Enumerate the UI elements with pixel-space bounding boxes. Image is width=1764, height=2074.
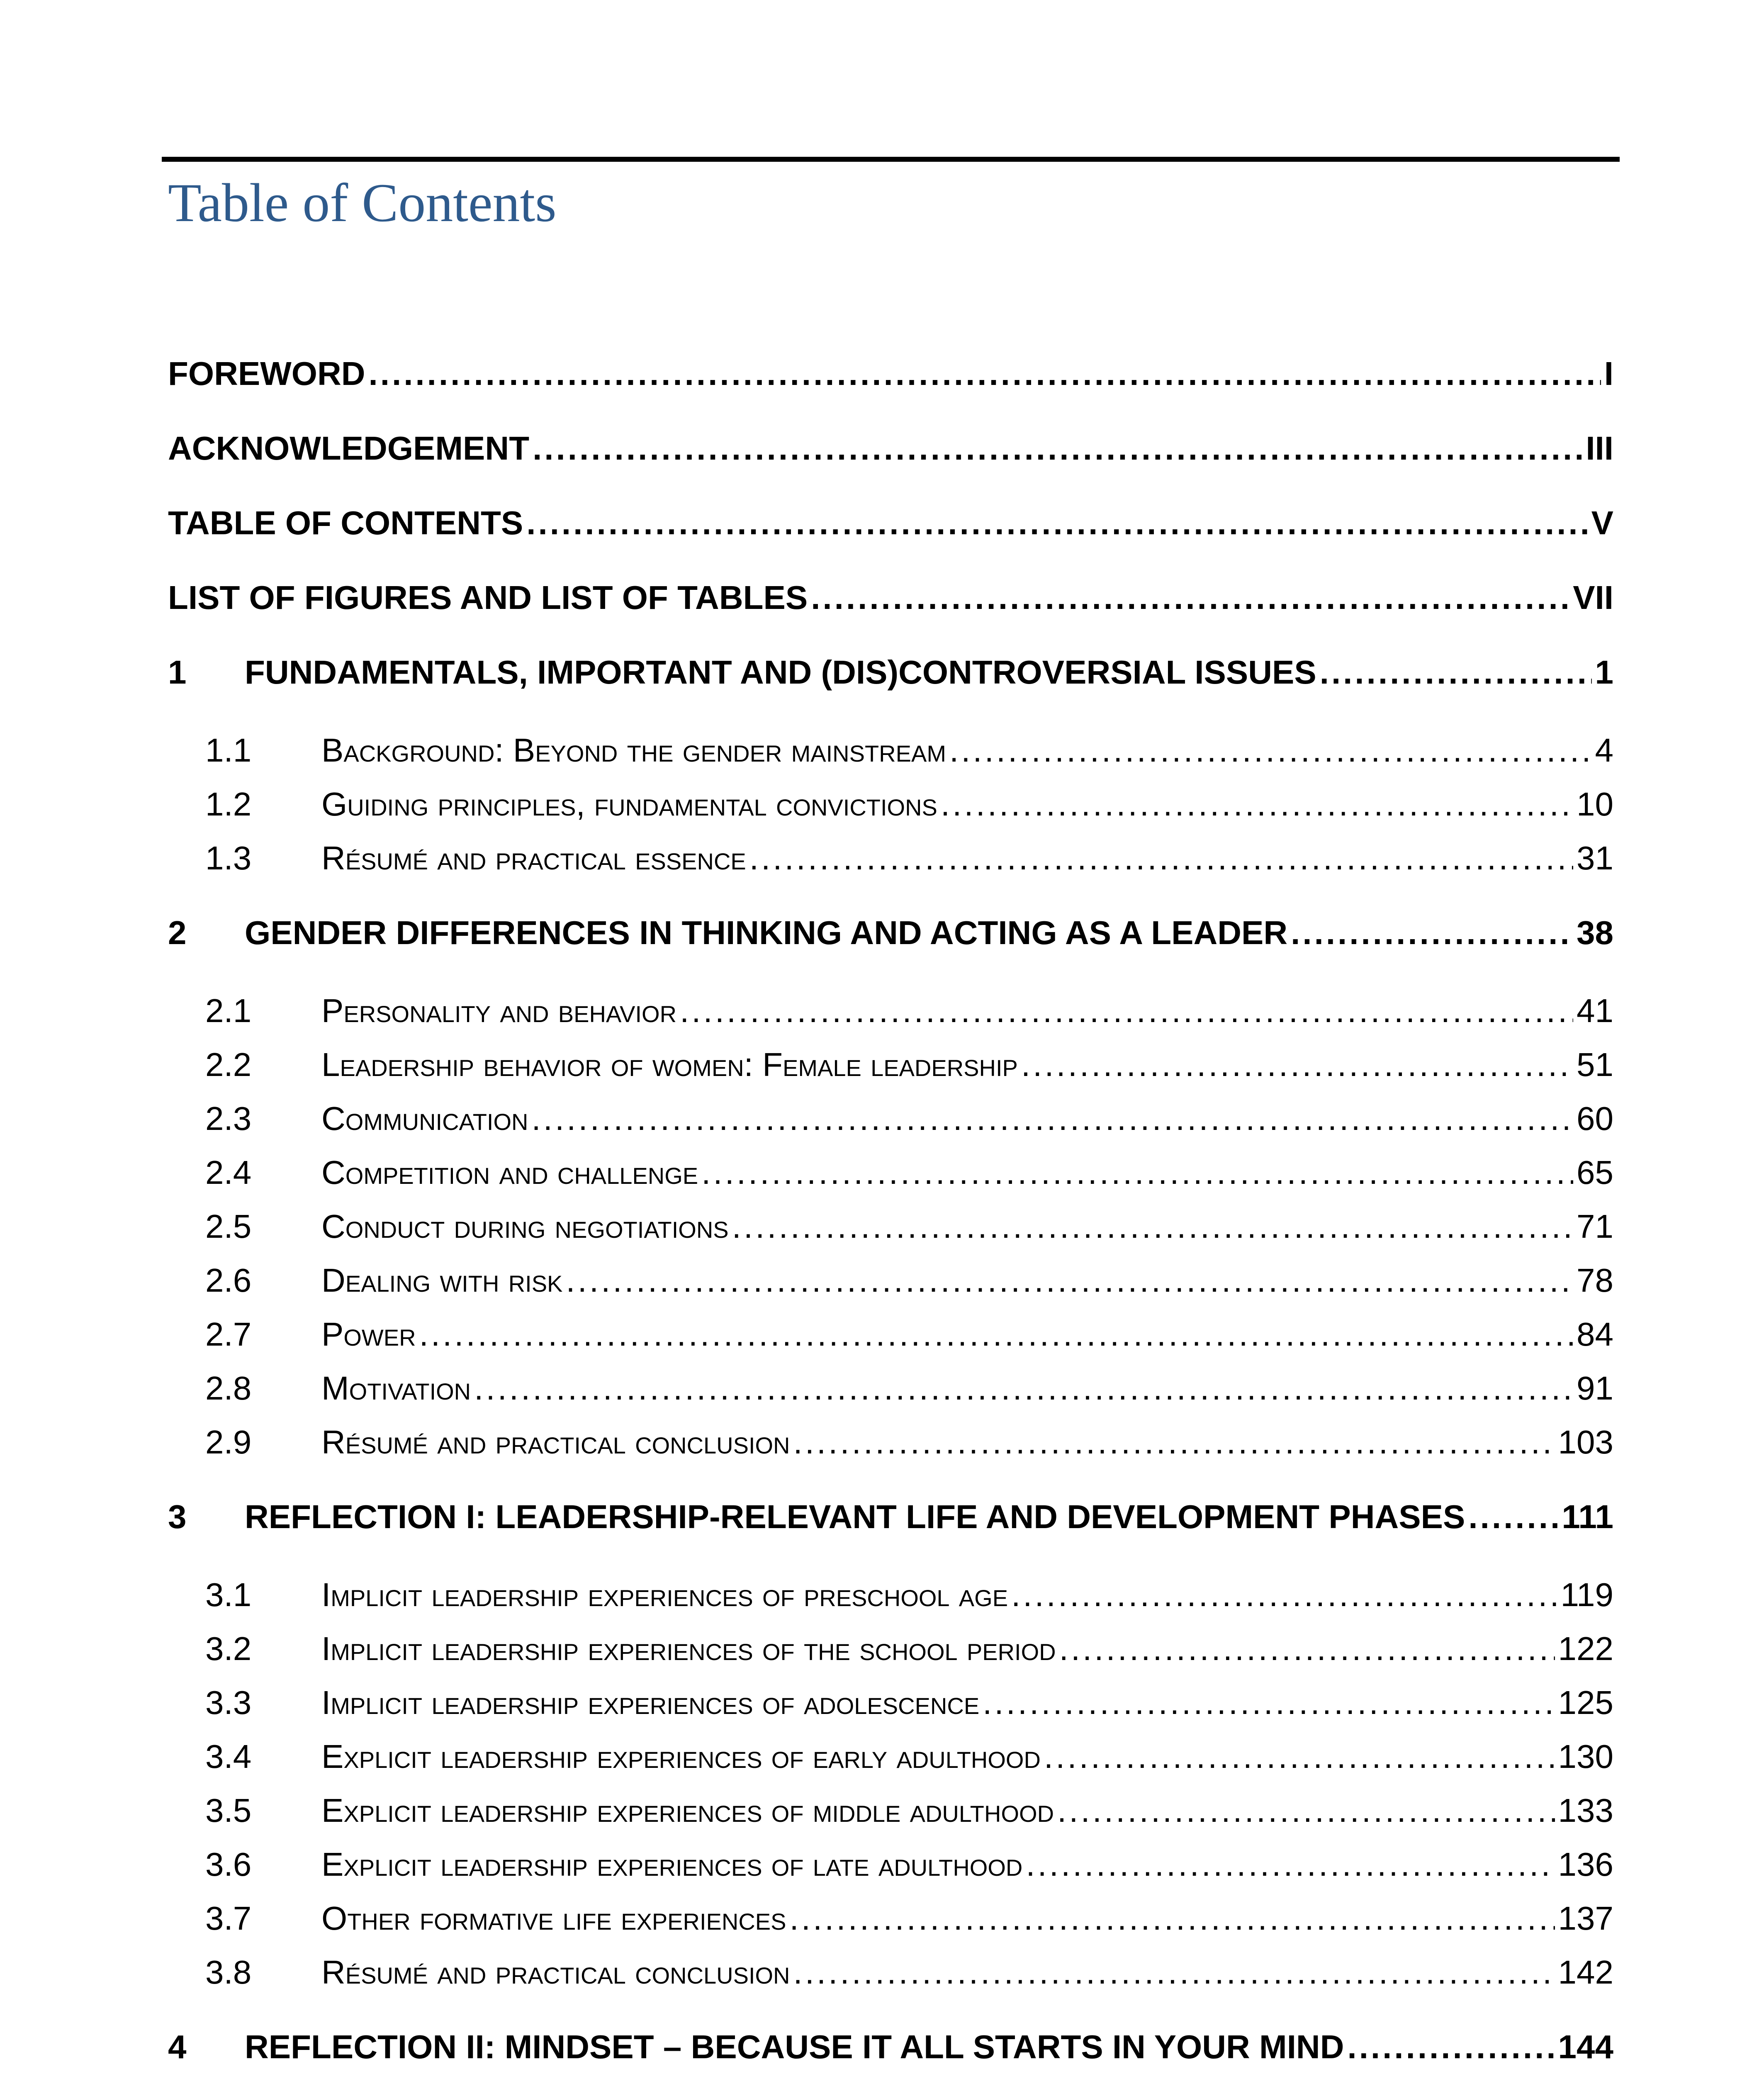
entry-number: 1.1 (205, 732, 252, 769)
entry-number: 1.3 (205, 840, 252, 876)
entry-title: Résumé and practical essence (321, 840, 746, 876)
dot-leader (732, 1207, 1573, 1246)
toc-chapter-entry[interactable] (168, 1498, 1613, 1548)
entry-number: 2.5 (205, 1208, 252, 1245)
entry-page-number: 125 (1558, 1684, 1613, 1721)
entry-page-number: 111 (1562, 1498, 1613, 1535)
entry-number: 2.8 (205, 1370, 252, 1407)
toc-section-entry[interactable] (168, 1576, 1613, 1621)
entry-title: FUNDAMENTALS, IMPORTANT AND (DIS)CONTROVERSIAL ISSUES (245, 654, 1316, 691)
dot-leader (1026, 1845, 1555, 1884)
toc-section-entry[interactable] (168, 1684, 1613, 1729)
dot-leader (1291, 914, 1573, 952)
toc-section-entry[interactable] (168, 1899, 1613, 1945)
entry-page-number: 65 (1577, 1154, 1613, 1191)
entry-title: Motivation (321, 1370, 471, 1407)
dot-leader (1468, 1498, 1558, 1536)
entry-title: LIST OF FIGURES AND LIST OF TABLES (168, 579, 808, 616)
entry-number: 3.4 (205, 1738, 252, 1775)
entry-title: Explicit leadership experiences of late adulthood (321, 1846, 1023, 1883)
toc-section-entry[interactable] (168, 1369, 1613, 1415)
toc-front-matter-entry[interactable] (168, 579, 1613, 628)
entry-title: TABLE OF CONTENTS (168, 504, 523, 541)
entry-number: 2.7 (205, 1316, 252, 1353)
toc-chapter-entry[interactable] (168, 914, 1613, 964)
toc-section-entry[interactable] (168, 785, 1613, 831)
entry-number: 3.3 (205, 1684, 252, 1721)
dot-leader (1021, 1046, 1573, 1084)
dot-leader (789, 1899, 1555, 1938)
entry-number: 2.4 (205, 1154, 252, 1191)
dot-leader (533, 429, 1582, 467)
dot-leader (941, 785, 1573, 823)
dot-leader (474, 1369, 1573, 1407)
entry-page-number: VII (1573, 579, 1613, 616)
entry-page-number: III (1586, 430, 1613, 467)
toc-section-entry[interactable] (168, 1845, 1613, 1891)
entry-title: Résumé and practical conclusion (321, 1424, 790, 1461)
entry-page-number: 51 (1577, 1046, 1613, 1083)
entry-title: Explicit leadership experiences of middle adulthood (321, 1792, 1054, 1829)
toc-front-matter-entry[interactable] (168, 429, 1613, 479)
entry-number: 2.9 (205, 1424, 252, 1461)
entry-page-number: 133 (1558, 1792, 1613, 1829)
entry-page-number: I (1604, 355, 1613, 392)
dot-leader (949, 731, 1592, 769)
entry-page-number: 78 (1577, 1262, 1613, 1299)
entry-title: Competition and challenge (321, 1154, 698, 1191)
entry-title: Communication (321, 1100, 528, 1137)
toc-section-entry[interactable] (168, 1046, 1613, 1091)
page-title: Table of Contents (168, 172, 557, 233)
header-rule (162, 157, 1620, 162)
entry-number: 3.2 (205, 1630, 252, 1667)
entry-number: 3.8 (205, 1954, 252, 1991)
entry-title: Implicit leadership experiences of preschool age (321, 1576, 1008, 1613)
dot-leader (1059, 1630, 1555, 1668)
dot-leader (369, 355, 1601, 393)
entry-title: Implicit leadership experiences of adolescence (321, 1684, 980, 1721)
entry-title: REFLECTION I: LEADERSHIP-RELEVANT LIFE AND DEVELOPMENT PHASES (245, 1498, 1465, 1535)
entry-page-number: 103 (1558, 1424, 1613, 1461)
toc-section-entry[interactable] (168, 1315, 1613, 1361)
entry-number: 3.5 (205, 1792, 252, 1829)
entry-page-number: 91 (1577, 1370, 1613, 1407)
entry-number: 2.2 (205, 1046, 252, 1083)
dot-leader (749, 839, 1573, 877)
entry-number: 1.2 (205, 786, 252, 823)
toc-section-entry[interactable] (168, 1100, 1613, 1145)
entry-title: REFLECTION II: MINDSET – BECAUSE IT ALL STARTS IN YOUR MIND (245, 2028, 1344, 2065)
toc-section-entry[interactable] (168, 1423, 1613, 1469)
toc-section-entry[interactable] (168, 731, 1613, 777)
entry-title: Implicit leadership experiences of the school period (321, 1630, 1056, 1667)
entry-page-number: 119 (1560, 1576, 1613, 1613)
toc-section-entry[interactable] (168, 1792, 1613, 1837)
entry-number: 2.6 (205, 1262, 252, 1299)
dot-leader (680, 992, 1573, 1030)
entry-number: 2 (168, 914, 187, 951)
toc-front-matter-entry[interactable] (168, 355, 1613, 404)
entry-number: 1 (168, 654, 187, 691)
entry-title: Other formative life experiences (321, 1900, 786, 1937)
entry-title: Personality and behavior (321, 992, 677, 1029)
dot-leader (793, 1953, 1555, 1991)
dot-leader (793, 1423, 1555, 1461)
entry-page-number: 71 (1577, 1208, 1613, 1245)
entry-page-number: 122 (1558, 1630, 1613, 1667)
entry-page-number: 60 (1577, 1100, 1613, 1137)
entry-title: Conduct during negotiations (321, 1208, 729, 1245)
dot-leader (566, 1261, 1573, 1300)
toc-section-entry[interactable] (168, 1154, 1613, 1199)
entry-number: 2.3 (205, 1100, 252, 1137)
toc-front-matter-entry[interactable] (168, 504, 1613, 554)
dot-leader (526, 504, 1588, 542)
entry-page-number: 4 (1595, 732, 1613, 769)
entry-title: ACKNOWLEDGEMENT (168, 430, 530, 467)
entry-title: FOREWORD (168, 355, 365, 392)
entry-page-number: 130 (1558, 1738, 1613, 1775)
toc-section-entry[interactable] (168, 1261, 1613, 1307)
entry-page-number: 136 (1558, 1846, 1613, 1883)
entry-page-number: V (1591, 504, 1613, 541)
dot-leader (419, 1315, 1573, 1353)
entry-page-number: 144 (1558, 2028, 1613, 2065)
entry-number: 2.1 (205, 992, 252, 1029)
entry-page-number: 1 (1595, 654, 1613, 691)
dot-leader (1011, 1576, 1557, 1614)
entry-title: Résumé and practical conclusion (321, 1954, 790, 1991)
entry-title: Background: Beyond the gender mainstream (321, 732, 946, 769)
entry-title: Guiding principles, fundamental convictions (321, 786, 937, 823)
toc-section-entry[interactable] (168, 1630, 1613, 1675)
entry-number: 3.6 (205, 1846, 252, 1883)
toc-chapter-entry[interactable] (168, 653, 1613, 703)
entry-title: Power (321, 1316, 416, 1353)
entry-page-number: 10 (1577, 786, 1613, 823)
toc-chapter-entry[interactable] (168, 2028, 1613, 2074)
dot-leader (1057, 1792, 1555, 1830)
toc-section-entry[interactable] (168, 1953, 1613, 1999)
entry-title: Leadership behavior of women: Female leadership (321, 1046, 1018, 1083)
entry-page-number: 38 (1577, 914, 1613, 951)
dot-leader (701, 1154, 1573, 1192)
entry-page-number: 41 (1577, 992, 1613, 1029)
entry-page-number: 142 (1558, 1954, 1613, 1991)
dot-leader (811, 579, 1569, 617)
entry-number: 3 (168, 1498, 187, 1535)
toc-section-entry[interactable] (168, 992, 1613, 1037)
dot-leader (1320, 653, 1592, 691)
entry-page-number: 31 (1577, 840, 1613, 876)
entry-title: GENDER DIFFERENCES IN THINKING AND ACTING AS A LEADER (245, 914, 1288, 951)
entry-title: Dealing with risk (321, 1262, 563, 1299)
dot-leader (531, 1100, 1573, 1138)
entry-number: 3.7 (205, 1900, 252, 1937)
toc-section-entry[interactable] (168, 839, 1613, 885)
dot-leader (983, 1684, 1555, 1722)
toc-section-entry[interactable] (168, 1207, 1613, 1253)
entry-number: 3.1 (205, 1576, 252, 1613)
entry-number: 4 (168, 2028, 187, 2065)
toc-section-entry[interactable] (168, 1738, 1613, 1783)
dot-leader (1347, 2028, 1555, 2066)
entry-page-number: 137 (1558, 1900, 1613, 1937)
entry-page-number: 84 (1577, 1316, 1613, 1353)
entry-title: Explicit leadership experiences of early adulthood (321, 1738, 1041, 1775)
dot-leader (1044, 1738, 1555, 1776)
